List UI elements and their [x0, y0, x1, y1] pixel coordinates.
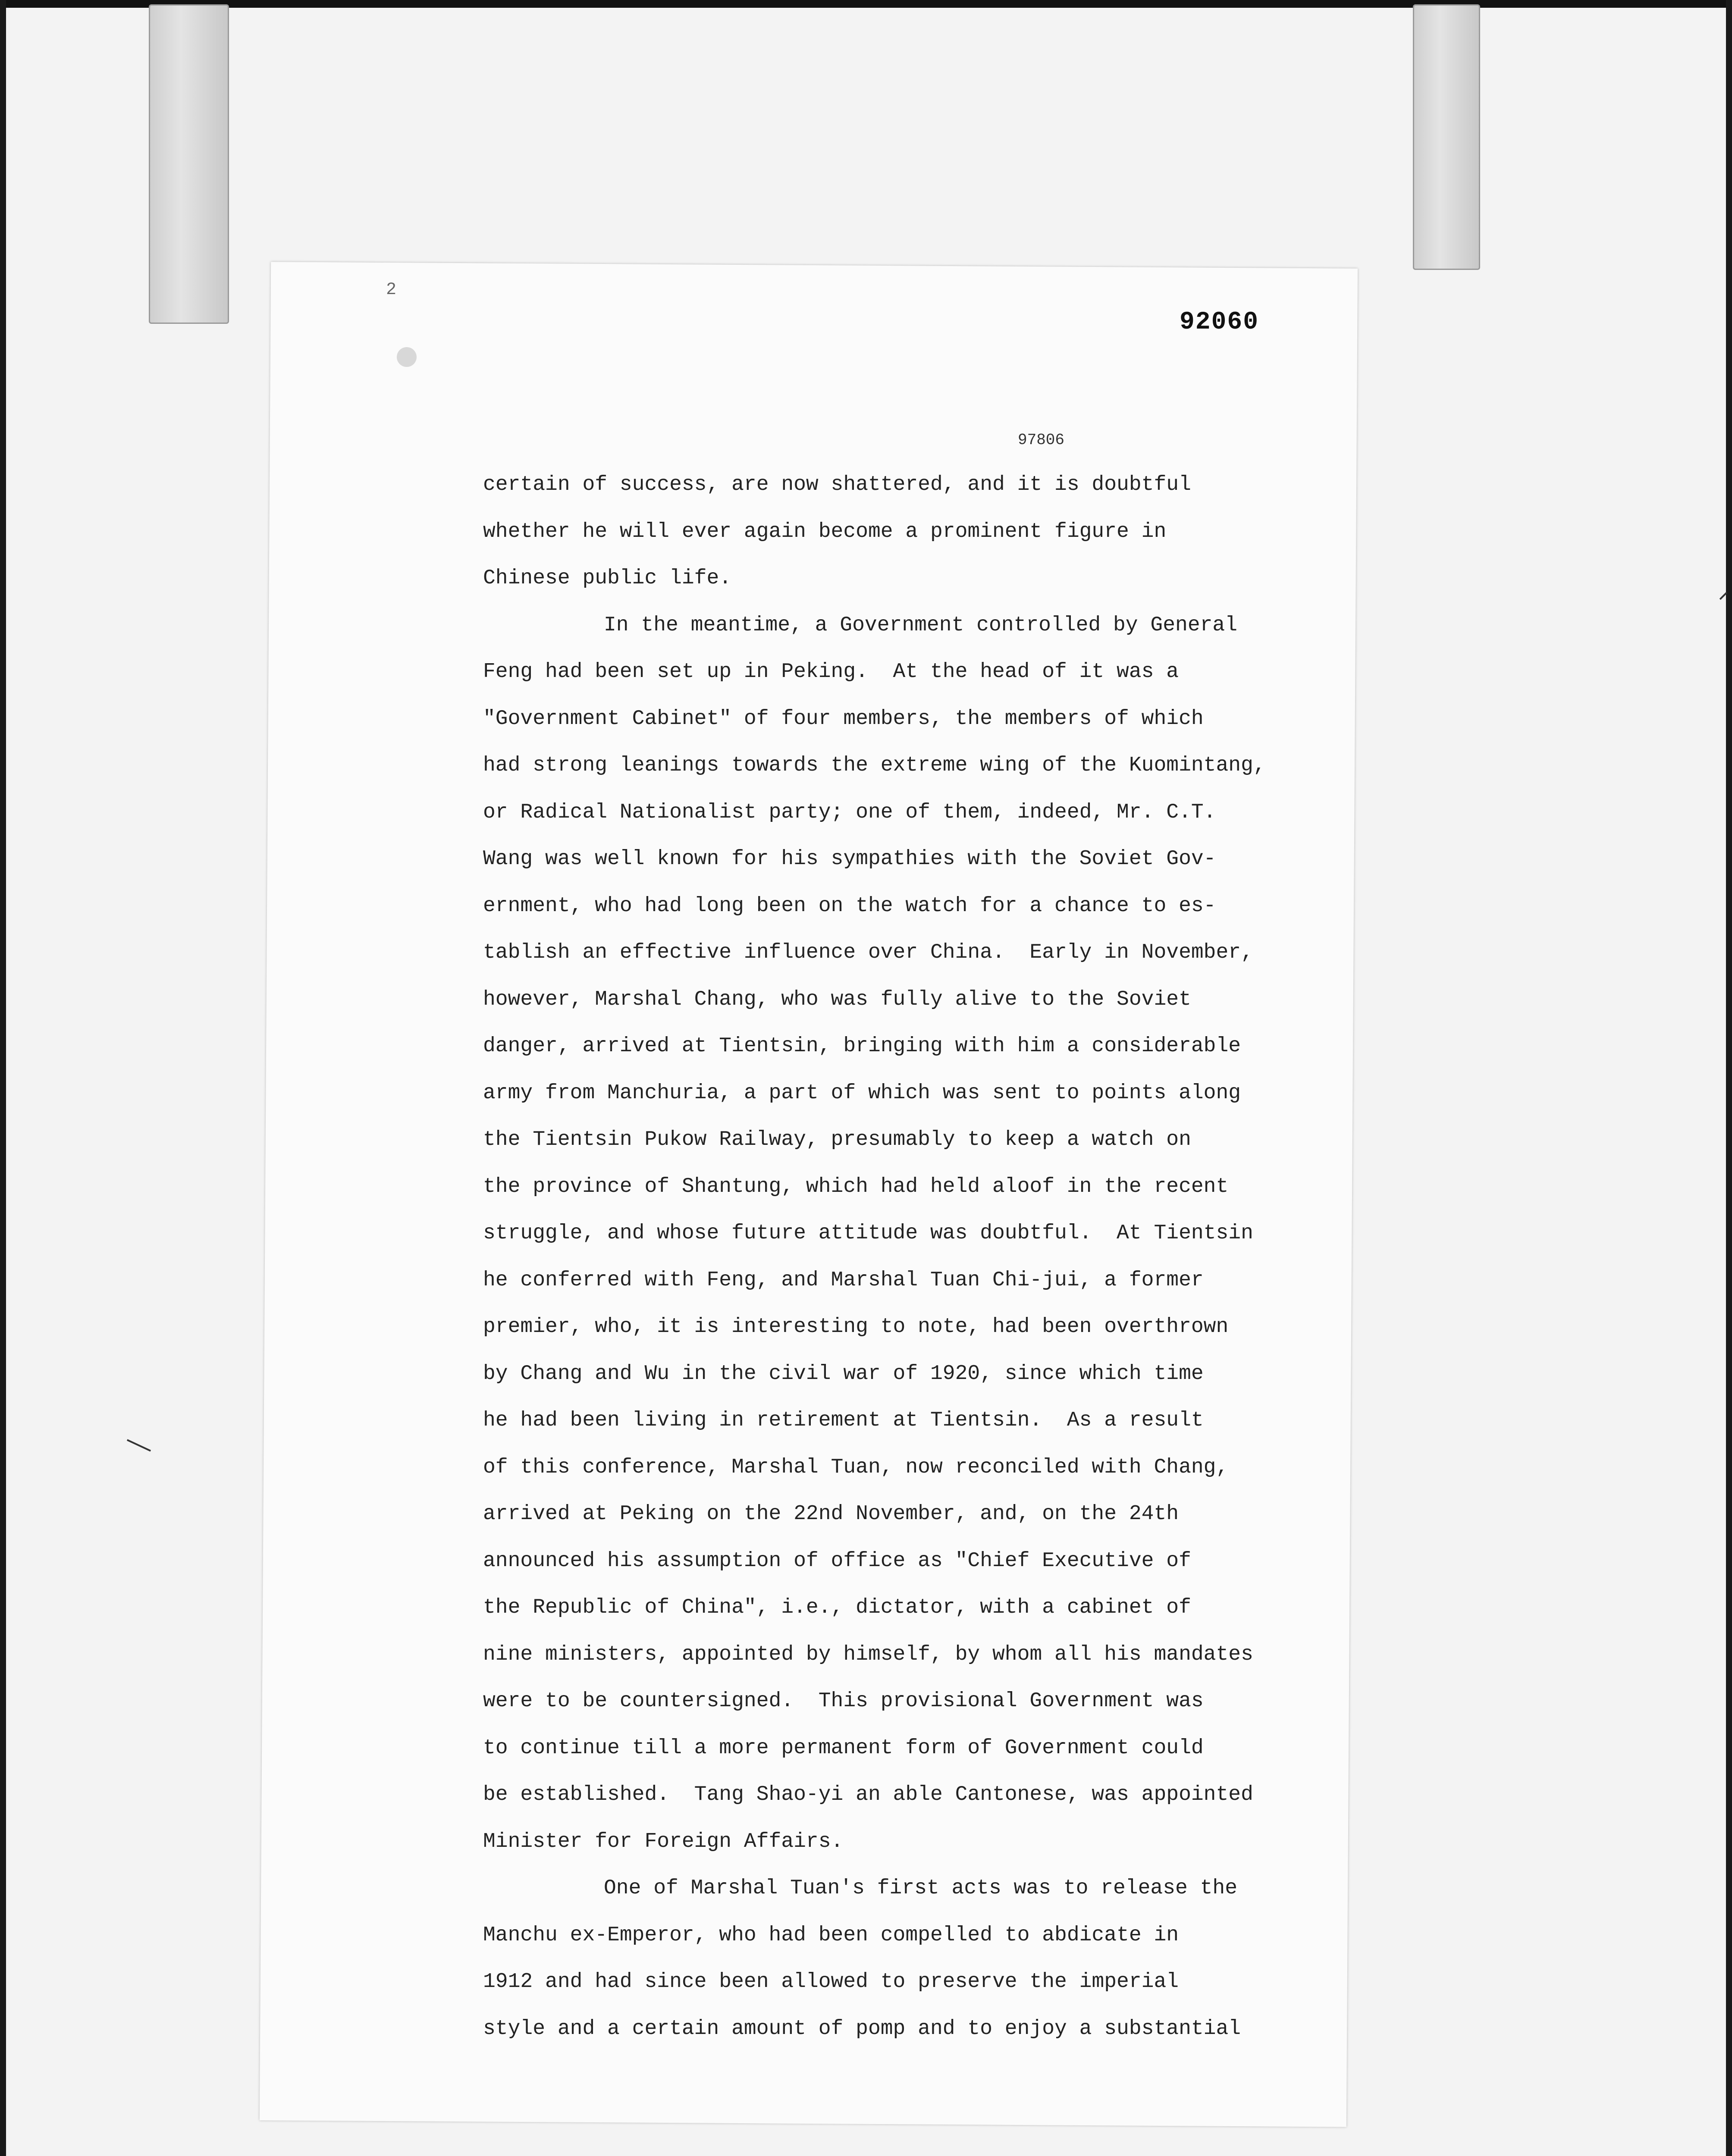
- text-line: premier, who, it is interesting to note, had been overthrown: [483, 1315, 1229, 1338]
- text-line: announced his assumption of office as "Chief Executive of: [483, 1549, 1191, 1573]
- film-border-left: [0, 0, 6, 2156]
- text-line: the Tientsin Pukow Railway, presumably to keep a watch on: [483, 1128, 1191, 1151]
- text-line: had strong leanings towards the extreme wing of the Kuomintang,: [483, 754, 1266, 777]
- text-line: were to be countersigned. This provisional Government was: [483, 1689, 1204, 1713]
- text-line: the Republic of China", i.e., dictator, with a cabinet of: [483, 1596, 1191, 1619]
- text-line: by Chang and Wu in the civil war of 1920, since which time: [483, 1362, 1204, 1385]
- text-line: Manchu ex-Emperor, who had been compelled to abdicate in: [483, 1923, 1179, 1947]
- text-line: Feng had been set up in Peking. At the head of it was a: [483, 660, 1179, 683]
- text-line: "Government Cabinet" of four members, the members of which: [483, 707, 1204, 730]
- tape-strip-top-left: [149, 4, 229, 324]
- margin-mark: [127, 1439, 151, 1452]
- text-line: army from Manchuria, a part of which was sent to points along: [483, 1081, 1241, 1105]
- text-line: tablish an effective influence over China. Early in November,: [483, 941, 1253, 964]
- text-line: to continue till a more permanent form of Government could: [483, 1736, 1204, 1760]
- text-line: of this conference, Marshal Tuan, now reconciled with Chang,: [483, 1455, 1229, 1479]
- text-line: Minister for Foreign Affairs.: [483, 1830, 844, 1853]
- film-border-right: [1726, 0, 1732, 2156]
- handwritten-mark: 97806: [1018, 431, 1065, 449]
- document-number: 92060: [1180, 308, 1259, 336]
- text-line: whether he will ever again become a prominent figure in: [483, 520, 1167, 543]
- text-line: In the meantime, a Government controlled by General: [604, 613, 1238, 637]
- text-line: he had been living in retirement at Tientsin. As a result: [483, 1409, 1204, 1432]
- text-line: danger, arrived at Tientsin, bringing with him a considerable: [483, 1034, 1241, 1058]
- text-line: 1912 and had since been allowed to preserve the imperial: [483, 1970, 1179, 1993]
- text-line: style and a certain amount of pomp and to enjoy a substantial: [483, 2017, 1241, 2040]
- text-line: the province of Shantung, which had held aloof in the recent: [483, 1175, 1229, 1198]
- text-line: Chinese public life.: [483, 567, 732, 590]
- text-line: One of Marshal Tuan's first acts was to release the: [604, 1877, 1238, 1900]
- text-line: be established. Tang Shao-yi an able Cantonese, was appointed: [483, 1783, 1253, 1806]
- page-number: 2: [386, 280, 397, 300]
- text-line: certain of success, are now shattered, and it is doubtful: [483, 473, 1191, 496]
- tape-strip-top-right: [1413, 4, 1480, 270]
- text-line: however, Marshal Chang, who was fully alive to the Soviet: [483, 987, 1191, 1011]
- text-line: he conferred with Feng, and Marshal Tuan Chi-jui, a former: [483, 1268, 1204, 1292]
- document-body: [483, 461, 1346, 2052]
- text-line: ernment, who had long been on the watch for a chance to es-: [483, 894, 1216, 918]
- text-line: struggle, and whose future attitude was doubtful. At Tientsin: [483, 1222, 1253, 1245]
- punch-hole: [397, 347, 417, 367]
- text-line: nine ministers, appointed by himself, by whom all his mandates: [483, 1642, 1253, 1666]
- text-line: arrived at Peking on the 22nd November, and, on the 24th: [483, 1502, 1179, 1526]
- text-line: Wang was well known for his sympathies with the Soviet Gov-: [483, 847, 1216, 871]
- text-line: or Radical Nationalist party; one of them, indeed, Mr. C.T.: [483, 800, 1216, 824]
